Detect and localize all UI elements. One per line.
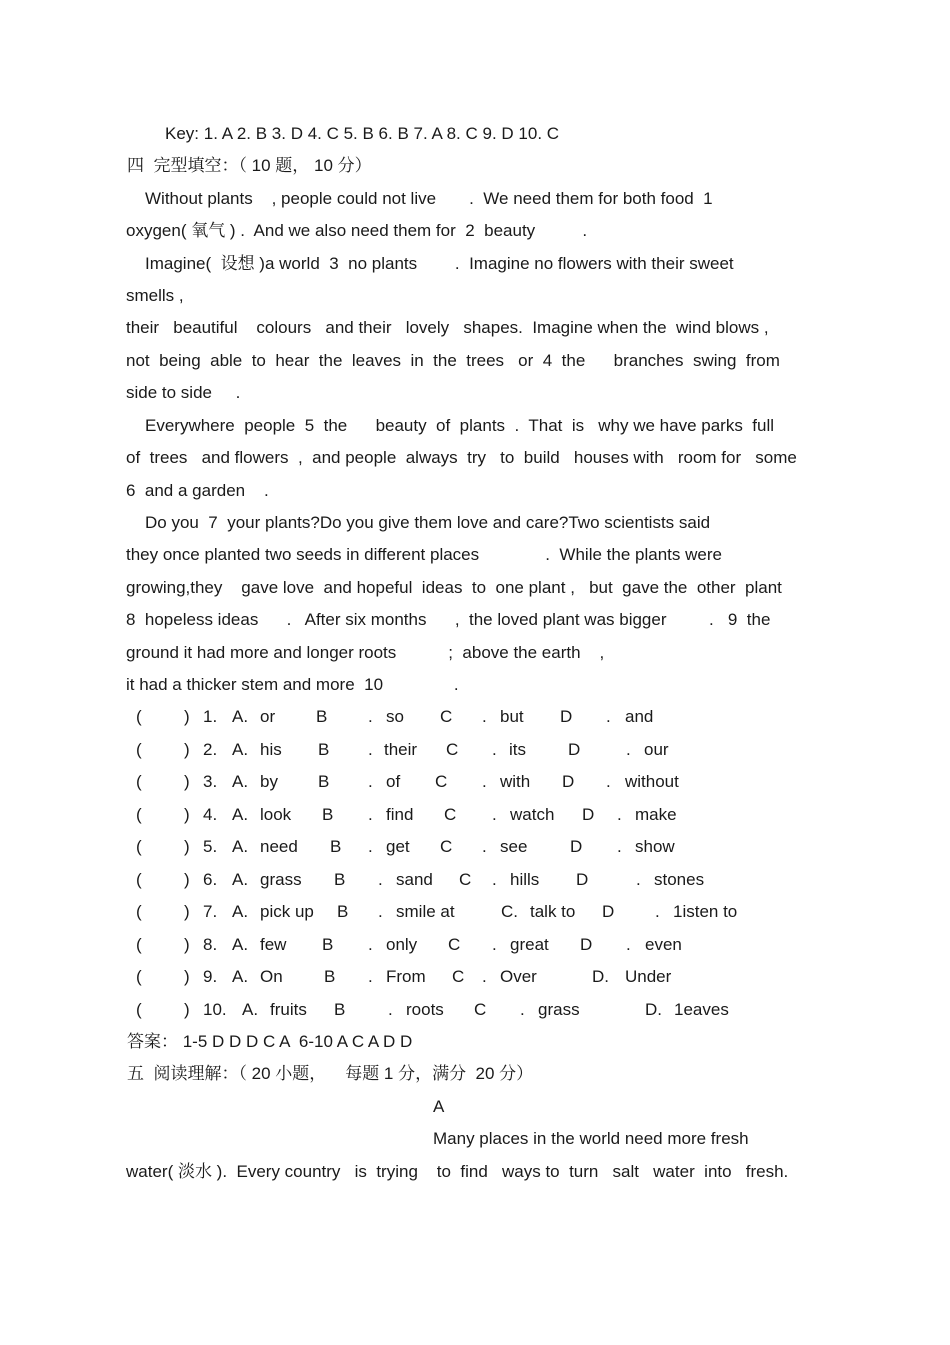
question-row: ( ) 5. A. need B . get C . see D . show [136, 837, 675, 856]
cloze-answer: 答案： 1-5 D D D C A 6-10 A C A D D [127, 1032, 413, 1051]
section4-heading: 四 完型填空：（ 10 题， 10 分） [127, 156, 372, 175]
question-row: ( ) 10. A. fruits B . roots C . grass D. 1eaves [136, 1000, 729, 1019]
passage-line: Imagine( 设想 )a world 3 no plants . Imagine no flowers with their sweet [145, 254, 734, 273]
passage-line: water( 淡水 ). Every country is trying to find ways to turn salt water into fresh. [126, 1162, 789, 1181]
passage-line: their beautiful colours and their lovely shapes. Imagine when the wind blows , [126, 318, 769, 337]
passage-line: smells , [126, 286, 184, 305]
question-row: ( ) 7. A. pick up B . smile at C. talk to D . 1isten to [136, 902, 738, 921]
passage-line: they once planted two seeds in different places . While the plants were [126, 545, 722, 564]
passage-line: oxygen( 氧气 ) . And we also need them for 2 beauty . [126, 221, 588, 240]
question-row: ( ) 3. A. by B . of C . with D . without [136, 772, 679, 791]
question-row: ( ) 1. A. or B . so C . but D . and [136, 707, 654, 726]
passage-line: Many places in the world need more fresh [433, 1129, 749, 1148]
passage-line: Without plants , people could not live . We need them for both food 1 [145, 189, 713, 208]
passage-line: 6 and a garden . [126, 481, 269, 500]
passage-line: ground it had more and longer roots ; above the earth , [126, 643, 605, 662]
question-row: ( ) 8. A. few B . only C . great D . even [136, 935, 682, 954]
question-row: ( ) 2. A. his B . their C . its D . our [136, 740, 669, 759]
section5-heading: 五 阅读理解：（ 20 小题， 每题 1 分，满分 20 分） [127, 1064, 534, 1083]
passage-line: 8 hopeless ideas . After six months , the loved plant was bigger . 9 the [126, 610, 771, 629]
question-row: ( ) 4. A. look B . find C . watch D . make [136, 805, 677, 824]
key-line: Key: 1. A 2. B 3. D 4. C 5. B 6. B 7. A 8. C 9. D 10. C [165, 124, 560, 143]
passage-line: of trees and flowers , and people always try to build houses with room for some [126, 448, 797, 467]
passage-line: growing,they gave love and hopeful ideas to one plant , but gave the other plant [126, 578, 782, 597]
passage-line: not being able to hear the leaves in the trees or 4 the branches swing from [126, 351, 780, 370]
passage-line: side to side . [126, 383, 241, 402]
reading-part-label: A [433, 1097, 445, 1116]
passage-line: Do you 7 your plants?Do you give them love and care?Two scientists said [145, 513, 711, 532]
question-row: ( ) 6. A. grass B . sand C . hills D . stones [136, 870, 705, 889]
question-row: ( ) 9. A. On B . From C . Over D. Under [136, 967, 672, 986]
passage-line: Everywhere people 5 the beauty of plants . That is why we have parks full [145, 416, 775, 435]
passage-line: it had a thicker stem and more 10 . [126, 675, 459, 694]
